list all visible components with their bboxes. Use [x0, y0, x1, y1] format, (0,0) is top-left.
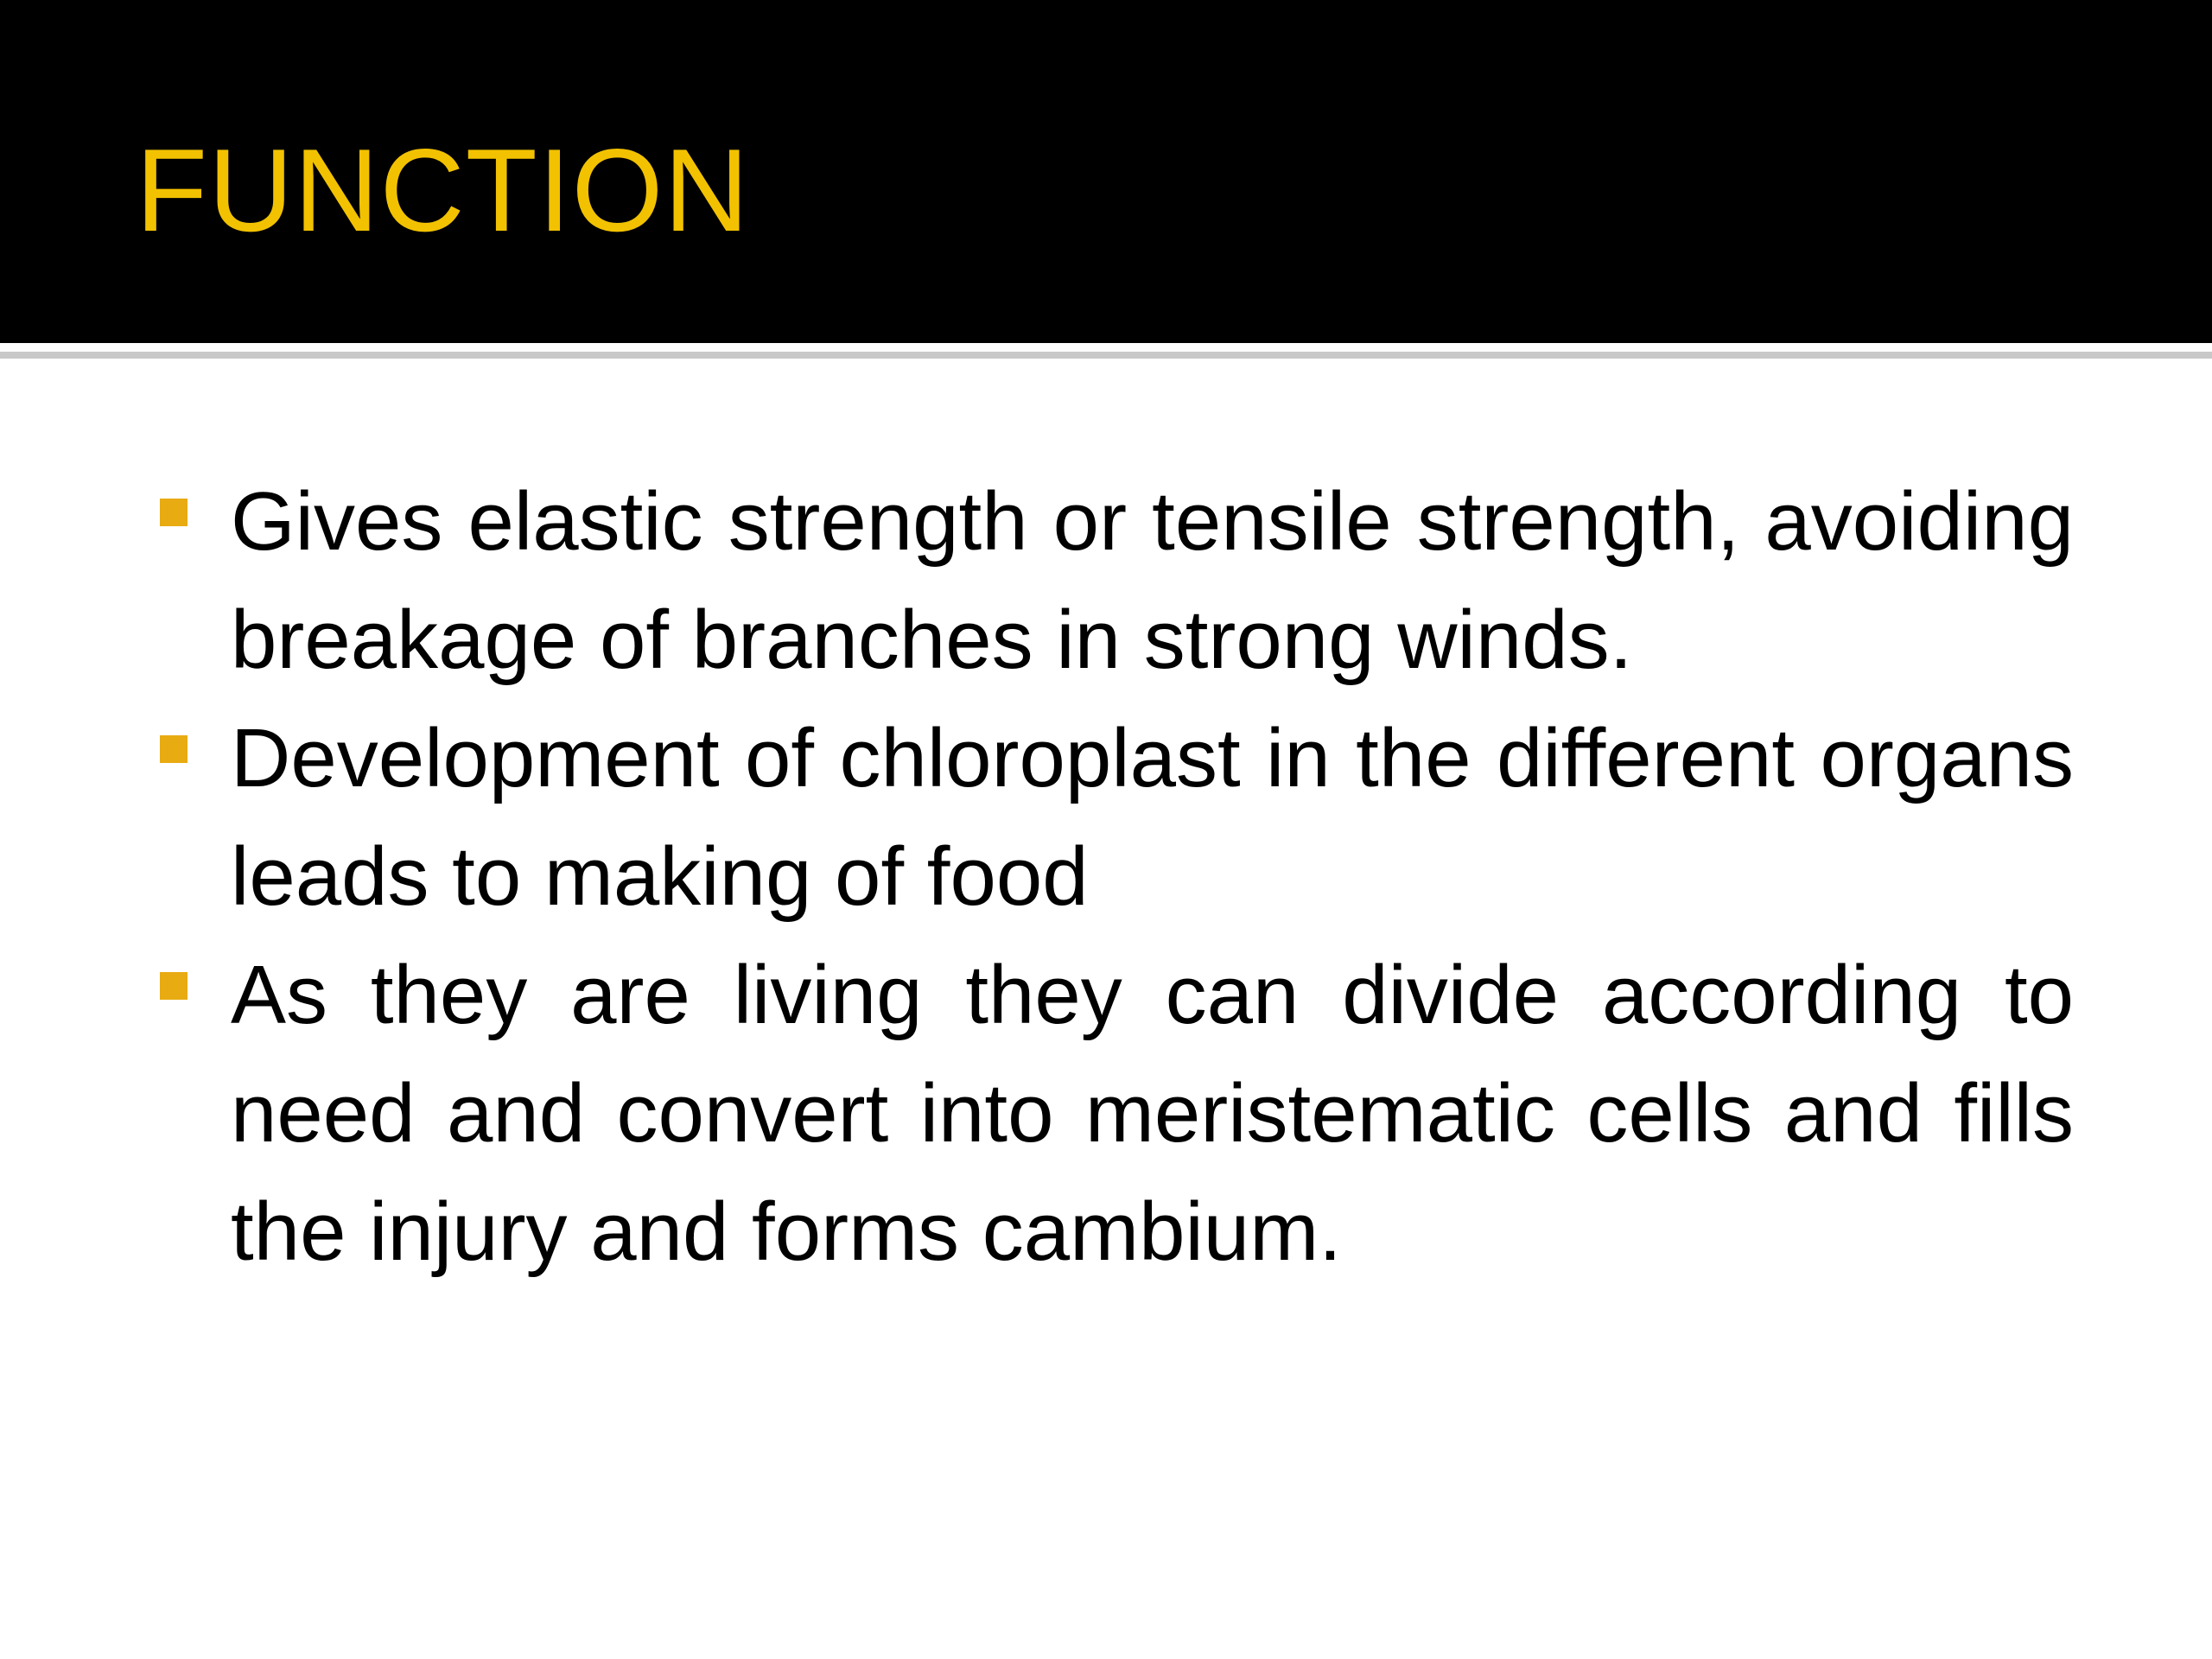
bullet-text-2: Development of chloroplast in the different organs leads to making of food — [231, 712, 2074, 923]
bullet-item-2 — [160, 699, 2074, 936]
square-bullet-icon — [160, 972, 188, 1000]
title-divider-line — [0, 352, 2212, 359]
slide-title: FUNCTION — [136, 124, 750, 256]
bullet-item-3 — [160, 936, 2074, 1291]
square-bullet-icon — [160, 499, 188, 526]
slide-content — [160, 462, 2074, 1291]
title-divider-highlight — [0, 343, 2212, 352]
bullet-list — [160, 462, 2074, 1291]
bullet-text-3: As they are living they can divide according to need and convert into meristematic cells and fills the injury and forms cambium. — [231, 949, 2074, 1278]
square-bullet-icon — [160, 735, 188, 763]
bullet-text-1: Gives elastic strength or tensile strength, avoiding breakage of branches in strong winds. — [231, 475, 2074, 686]
bullet-item-1 — [160, 462, 2074, 699]
title-band — [0, 0, 2212, 343]
